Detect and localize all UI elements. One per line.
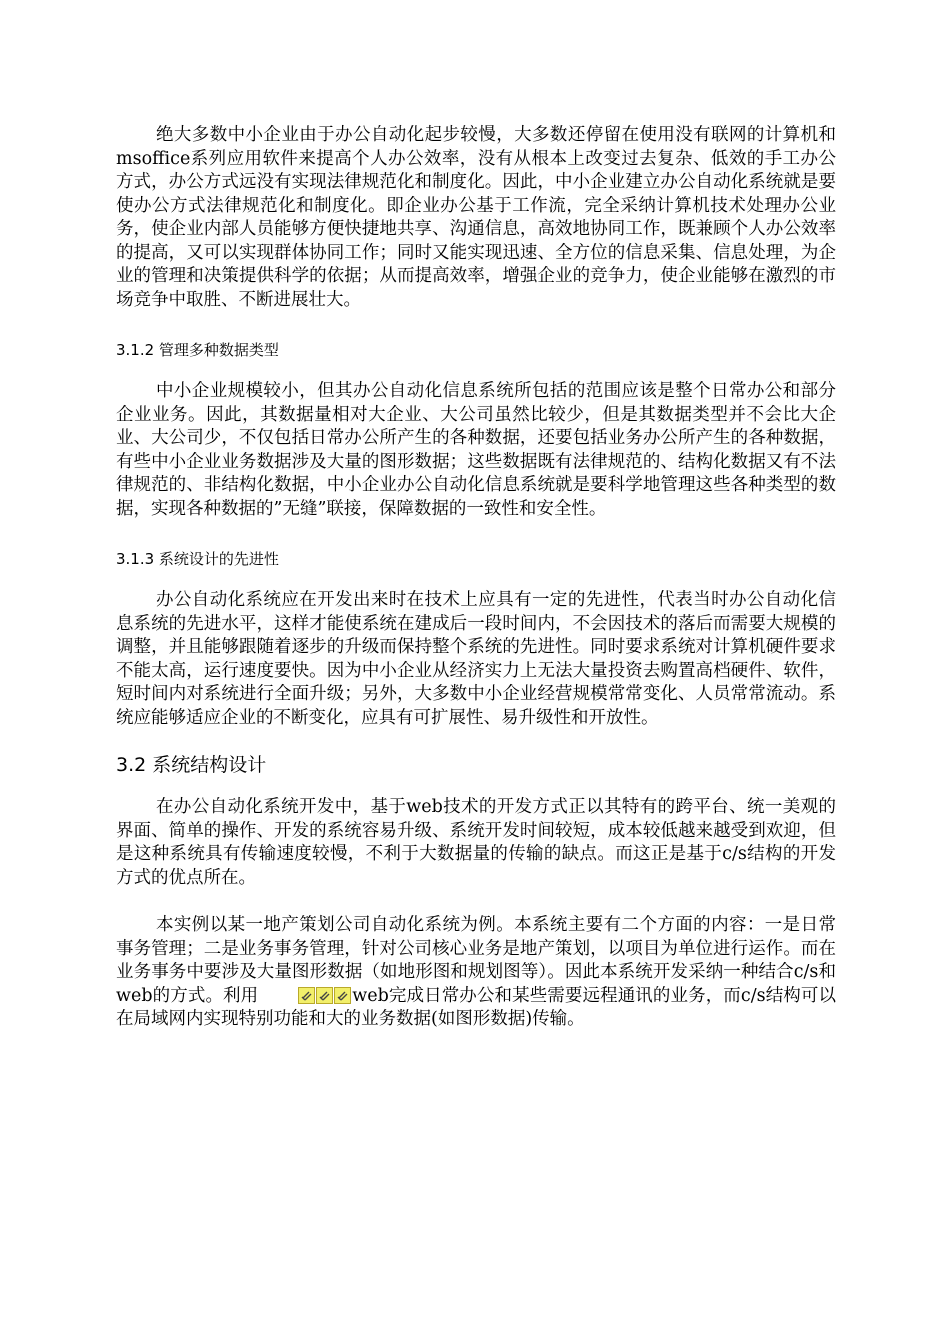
paragraph-text-after-icons: web完成日常办公和某些需要远程通讯的业务，而c/s结构可以在局域网内实现特别功能和大的业务数据(如图形数据)传输。 — [116, 985, 836, 1029]
structure-paragraph-2 — [116, 914, 836, 1032]
advanced-design-paragraph: 办公自动化系统应在开发出来时在技术上应具有一定的先进性，代表当时办公自动化信息系统的先进水平，这样才能使系统在建成后一段时间内，不会因技术的落后而需要大规模的调整，并且能够跟随着逐步的升级而保持整个系统的先进性。同时要求系统对计算机硬件要求不能太高，运行速度要快。因为中小企业从经济实力上无法大量投资去购置高档硬件、软件，短时间内对系统进行全面升级；另外，大多数中小企业经营规模常常变化、人员常常流动。系统应能够适应企业的不断变化，应具有可扩展性、易升级性和开放性。 — [116, 590, 836, 728]
section-heading-3-1-3: 3.1.3 系统设计的先进性 — [116, 550, 279, 568]
data-types-paragraph: 中小企业规模较小，但其办公自动化信息系统所包括的范围应该是整个日常办公和部分企业业务。因此，其数据量相对大企业、大公司虽然比较少，但是其数据类型并不会比大企业、大公司少，不仅包括日常办公所产生的各种数据，还要包括业务办公所产生的各种数据，有些中小企业业务数据涉及大量的图形数据；这些数据既有法律规范的、结构化数据又有不法律规范的、非结构化数据，中小企业办公自动化信息系统就是要科学地管理这些各种类型的数据，实现各种数据的”无缝”联接，保障数据的一致性和安全性。 — [116, 381, 836, 519]
intro-paragraph: 绝大多数中小企业由于办公自动化起步较慢，大多数还停留在使用没有联网的计算机和msoffice系列应用软件来提高个人办公效率，没有从根本上改变过去复杂、低效的手工办公方式，办公方式远没有实现法律规范化和制度化。因此，中小企业建立办公自动化系统就是要使办公方式法律规范化和制度化。即企业办公基于工作流，完全采纳计算机技术处理办公业务，使企业内部人员能够方便快捷地共享、沟通信息，高效地协同工作，既兼顾个人办公效率的提高，又可以实现群体协同工作；同时又能实现迅速、全方位的信息采集、信息处理，为企业的管理和决策提供科学的依据；从而提高效率，增强企业的竞争力，使企业能够在激烈的市场竞争中取胜、不断进展壮大。 — [116, 125, 836, 310]
link-icon — [334, 987, 351, 1004]
document-page — [116, 124, 836, 1032]
link-icon — [316, 987, 333, 1004]
paragraph-text-before-icons: 本实例以某一地产策划公司自动化系统为例。本系统主要有二个方面的内容：一是日常事务管理；二是业务事务管理，针对公司核心业务是地产策划，以项目为单位进行运作。而在业务事务中要涉及大量图形数据（如地形图和规划图等）。因此本系统开发采纳一种结合c/s和web的方式。利用 — [116, 915, 836, 1006]
structure-paragraph-1: 在办公自动化系统开发中，基于web技术的开发方式正以其特有的跨平台、统一美观的界面、简单的操作、开发的系统容易升级、系统开发时间较短，成本较低越来越受到欢迎，但是这种系统具有传输速度较慢，不利于大数据量的传输的缺点。而这正是基于c/s结构的开发方式的优点所在。 — [116, 797, 836, 888]
link-icon — [298, 987, 315, 1004]
embedded-icon-group — [258, 987, 352, 1004]
section-heading-3-2: 3.2 系统结构设计 — [116, 754, 267, 776]
section-heading-3-1-2: 3.1.2 管理多种数据类型 — [116, 341, 279, 359]
